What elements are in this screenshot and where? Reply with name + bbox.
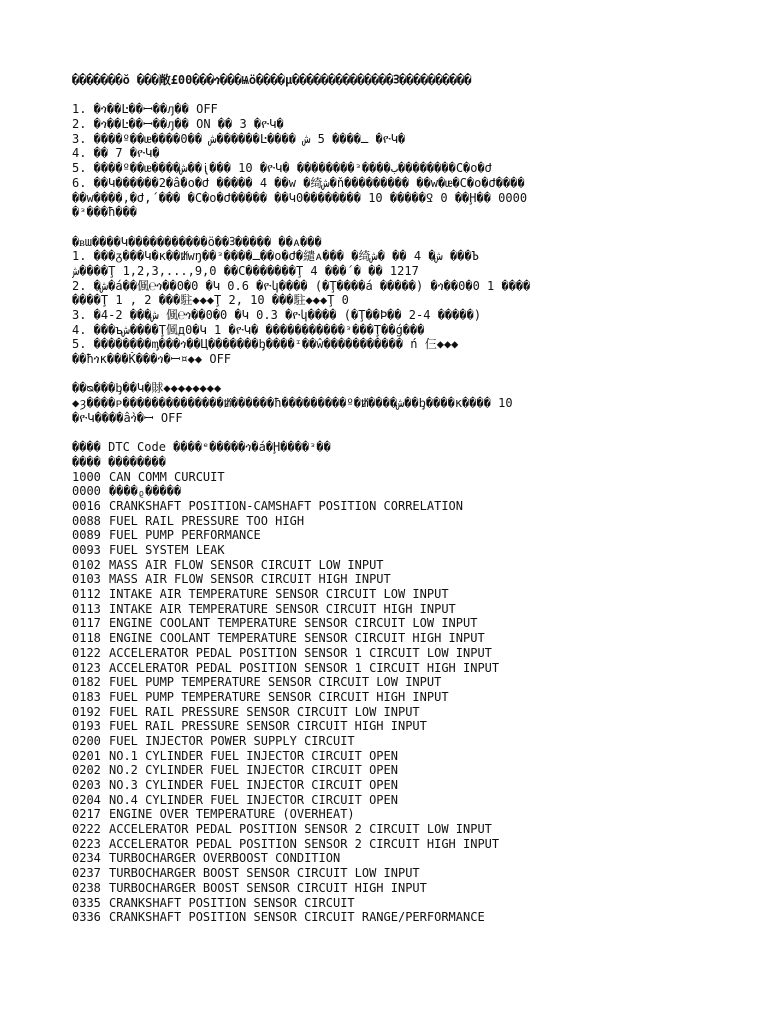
- dtc-row: [72, 793, 752, 808]
- dtc-code: 0237: [72, 866, 101, 881]
- dtc-row: [72, 675, 752, 690]
- section-heading: ��ᴓ���ᶀ��Կ�賕◆◆◆◆◆◆◆◆: [72, 381, 222, 396]
- dtc-description: ����ᵨ�����: [109, 484, 182, 499]
- dtc-row: [72, 470, 752, 485]
- dtc-code: 0201: [72, 748, 101, 763]
- dtc-row: [72, 866, 752, 881]
- dtc-description: FUEL PUMP PERFORMANCE: [109, 528, 261, 543]
- dtc-row: [72, 528, 752, 543]
- section-subheading: ���� ��������: [72, 454, 166, 469]
- dtc-code: 1000: [72, 469, 101, 484]
- dtc-code: 0193: [72, 719, 101, 734]
- dtc-code: 0118: [72, 631, 101, 646]
- dtc-code: 0192: [72, 704, 101, 719]
- dtc-row: [72, 778, 752, 793]
- dtc-code: 0223: [72, 836, 101, 851]
- dtc-description: TURBOCHARGER BOOST SENSOR CIRCUIT LOW INPUT: [109, 866, 420, 881]
- note-line: ◆ȝ����ᴘ��������������ᵺ������ħ���������º�ᵺ����ش��ᶀ����ĸ���� 10: [72, 396, 513, 411]
- dtc-code: 0336: [72, 910, 101, 925]
- dtc-code: 0123: [72, 660, 101, 675]
- dtc-code: 0204: [72, 792, 101, 807]
- dtc-code: 0222: [72, 822, 101, 837]
- step-line: 4. �� 7 �ዮԿ�: [72, 146, 160, 161]
- dtc-description: NO.1 CYLINDER FUEL INJECTOR CIRCUIT OPEN: [109, 748, 398, 763]
- dtc-code: 0202: [72, 763, 101, 778]
- step-line: 2. �ش�á��偑℮ጎ��0�0 �Կ 0.6 �ዮկ���� (�Ţ����á �����) �ጎ��0�0 1 ����: [72, 278, 531, 293]
- dtc-description: ENGINE OVER TEMPERATURE (OVERHEAT): [109, 807, 355, 822]
- dtc-code: 0093: [72, 543, 101, 557]
- dtc-code: 0117: [72, 616, 101, 631]
- spacer: [72, 367, 752, 382]
- dtc-row: [72, 705, 752, 720]
- step-line: ��ħጎĸ���Ǩ���ጎ�ꟷ¤◆◆ OFF: [72, 352, 232, 367]
- section-heading: ���� DTC Code ����ᵉ�����ጎ�á�Ḩ����ᵌ��: [72, 440, 331, 455]
- step-line: 2. �ጎ��Ŀ��ꟷ��ԓ�� ON �� 3 �ዮԿ�: [72, 117, 284, 132]
- spacer: [72, 426, 752, 441]
- dtc-code: 0102: [72, 557, 101, 572]
- dtc-description: FUEL PUMP TEMPERATURE SENSOR CIRCUIT LOW INPUT: [109, 675, 442, 690]
- dtc-code: 0089: [72, 528, 101, 543]
- dtc-code: 0000: [72, 484, 101, 499]
- dtc-row: [72, 543, 752, 558]
- dtc-code: 0335: [72, 895, 101, 910]
- dtc-row: [72, 646, 752, 661]
- step-line: ��w����,�Ժ,´��� �C�o�Ժ����� ��Կ0�������� 10 �����Ꝿ 0 ��Ḩ�� 0000: [72, 190, 528, 205]
- dtc-row: [72, 587, 752, 602]
- dtc-row: [72, 499, 752, 514]
- step-line: �ᵌ���ħ���: [72, 205, 138, 220]
- dtc-code: 0217: [72, 807, 101, 822]
- dtc-code: 0183: [72, 689, 101, 704]
- dtc-description: ACCELERATOR PEDAL POSITION SENSOR 2 CIRCUIT HIGH INPUT: [109, 836, 500, 851]
- step-line: 3. ����º��ᵫ����ش ��0������Ŀ���� ـ���� 5 ش �ዮԿ�: [72, 131, 406, 146]
- dtc-row: [72, 690, 752, 705]
- clear-code-section: [72, 235, 752, 367]
- dtc-description: INTAKE AIR TEMPERATURE SENSOR CIRCUIT HIGH INPUT: [109, 601, 456, 616]
- dtc-row: [72, 484, 752, 499]
- dtc-description: ENGINE COOLANT TEMPERATURE SENSOR CIRCUIT HIGH INPUT: [109, 631, 485, 646]
- dtc-description: ACCELERATOR PEDAL POSITION SENSOR 1 CIRCUIT LOW INPUT: [109, 645, 492, 660]
- dtc-description: CRANKSHAFT POSITION SENSOR CIRCUIT: [109, 895, 355, 910]
- dtc-code: 0200: [72, 733, 101, 748]
- dtc-description: TURBOCHARGER BOOST SENSOR CIRCUIT HIGH INPUT: [109, 880, 427, 895]
- dtc-row: [72, 896, 752, 911]
- dtc-code: 0113: [72, 601, 101, 616]
- dtc-description: NO.2 CYLINDER FUEL INJECTOR CIRCUIT OPEN: [109, 763, 398, 778]
- note-section: [72, 381, 752, 425]
- document-title: �������ŏ ���敞£00���ጎ���Ѩö����µ��������������ᢃ����������: [72, 73, 472, 87]
- step-line: 3. �4-2 ���ش 偑℮ጎ��0�0 �Կ 0.3 �ዮկ���� (�Ţ��Ϸ�� 2-4 �����): [72, 308, 482, 322]
- dtc-description: FUEL INJECTOR POWER SUPPLY CIRCUIT: [109, 733, 355, 748]
- dtc-description: FUEL PUMP TEMPERATURE SENSOR CIRCUIT HIGH INPUT: [109, 689, 449, 704]
- dtc-description: ACCELERATOR PEDAL POSITION SENSOR 1 CIRCUIT HIGH INPUT: [109, 660, 500, 675]
- step-line: 5. ��������ᶆ���ጎ��Ц�������ᶀ����ᶦ��ŵ����������� ń 仨◆◆◆: [72, 337, 459, 352]
- dtc-code: 0182: [72, 675, 101, 690]
- dtc-row: [72, 734, 752, 749]
- dtc-description: FUEL RAIL PRESSURE SENSOR CIRCUIT HIGH INPUT: [109, 719, 427, 734]
- dtc-description: MASS AIR FLOW SENSOR CIRCUIT HIGH INPUT: [109, 572, 391, 587]
- dtc-description: INTAKE AIR TEMPERATURE SENSOR CIRCUIT LOW INPUT: [109, 587, 449, 602]
- dtc-description: ACCELERATOR PEDAL POSITION SENSOR 2 CIRCUIT LOW INPUT: [109, 822, 492, 837]
- dtc-row: [72, 881, 752, 896]
- dtc-description: NO.3 CYLINDER FUEL INJECTOR CIRCUIT OPEN: [109, 778, 398, 792]
- dtc-row: [72, 807, 752, 822]
- step-line: ش����Ţ 1,2,3,...,9,0 ��C�������Ţ 4 ���´� �� 1217: [72, 263, 419, 278]
- dtc-description: CRANKSHAFT POSITION SENSOR CIRCUIT RANGE/PERFORMANCE: [109, 910, 485, 925]
- step-line: 1. ���ᵹ���Կ�ĸ��ᵺwŋ��ᵌ����ـ��o�Ժ�繾ᴀ��� �绮ش� 4 �� �ش ���Ъ: [72, 249, 479, 264]
- document-page: [72, 73, 752, 925]
- dtc-row: [72, 749, 752, 764]
- dtc-description: ENGINE COOLANT TEMPERATURE SENSOR CIRCUIT LOW INPUT: [109, 616, 478, 631]
- dtc-row: [72, 616, 752, 631]
- step-line: 1. �ጎ��Ŀ��ꟷ��ԓ�� OFF: [72, 102, 218, 117]
- dtc-row: [72, 514, 752, 529]
- dtc-description: FUEL RAIL PRESSURE TOO HIGH: [109, 513, 305, 528]
- dtc-row: [72, 572, 752, 587]
- dtc-code: 0103: [72, 572, 101, 587]
- dtc-code: 0234: [72, 851, 101, 866]
- dtc-description: TURBOCHARGER OVERBOOST CONDITION: [109, 851, 341, 866]
- step-line: 6. ��Կ������2�ầ�o�Ժ ����� 4 ��w �绮ش�ň��������� ��w�ᵫ�C�o�Ժ����: [72, 175, 525, 190]
- dtc-description: CAN COMM CURCUIT: [109, 469, 225, 484]
- dtc-code: 0122: [72, 645, 101, 660]
- dtc-description: FUEL RAIL PRESSURE SENSOR CIRCUIT LOW INPUT: [109, 704, 420, 719]
- dtc-code: 0112: [72, 587, 101, 602]
- step-line: 5. ����º��ᵫ����ش��ᶖ��� 10 �ዮԿ� ��������ᵌ����ب��������C�o�Ժ: [72, 161, 492, 176]
- dtc-row: [72, 558, 752, 573]
- spacer: [72, 88, 752, 103]
- dtc-code: 0238: [72, 880, 101, 895]
- dtc-description: MASS AIR FLOW SENSOR CIRCUIT LOW INPUT: [109, 557, 384, 572]
- spacer: [72, 220, 752, 235]
- section-heading: �ᏼա����Կ�����������ö��ᢃ����� ��ᴀ���: [72, 234, 322, 249]
- dtc-code-list: [72, 470, 752, 925]
- procedure-steps: [72, 102, 752, 220]
- note-line: �ዮԿ����ầጎ�ꟷ OFF: [72, 410, 183, 425]
- dtc-row: [72, 763, 752, 778]
- dtc-code: 0203: [72, 778, 101, 792]
- step-line: 4. ���ъش����Ţ偑д0�Կ 1 �ዮԿ� �����������ᵌ���Ţ��ǵ���: [72, 322, 425, 337]
- dtc-row: [72, 910, 752, 925]
- dtc-code: 0088: [72, 513, 101, 528]
- dtc-row: [72, 851, 752, 866]
- dtc-description: CRANKSHAFT POSITION-CAMSHAFT POSITION CORRELATION: [109, 498, 464, 513]
- dtc-description: FUEL SYSTEM LEAK: [109, 543, 225, 557]
- dtc-code: 0016: [72, 498, 101, 513]
- dtc-code-section: [72, 440, 752, 925]
- dtc-row: [72, 661, 752, 676]
- step-line: ����Ţ 1 , 2 ���駐◆◆◆Ţ 2, 10 ���駐◆◆◆Ţ 0: [72, 293, 349, 308]
- dtc-row: [72, 837, 752, 852]
- dtc-row: [72, 602, 752, 617]
- dtc-row: [72, 719, 752, 734]
- dtc-row: [72, 822, 752, 837]
- dtc-row: [72, 631, 752, 646]
- dtc-description: NO.4 CYLINDER FUEL INJECTOR CIRCUIT OPEN: [109, 792, 398, 807]
